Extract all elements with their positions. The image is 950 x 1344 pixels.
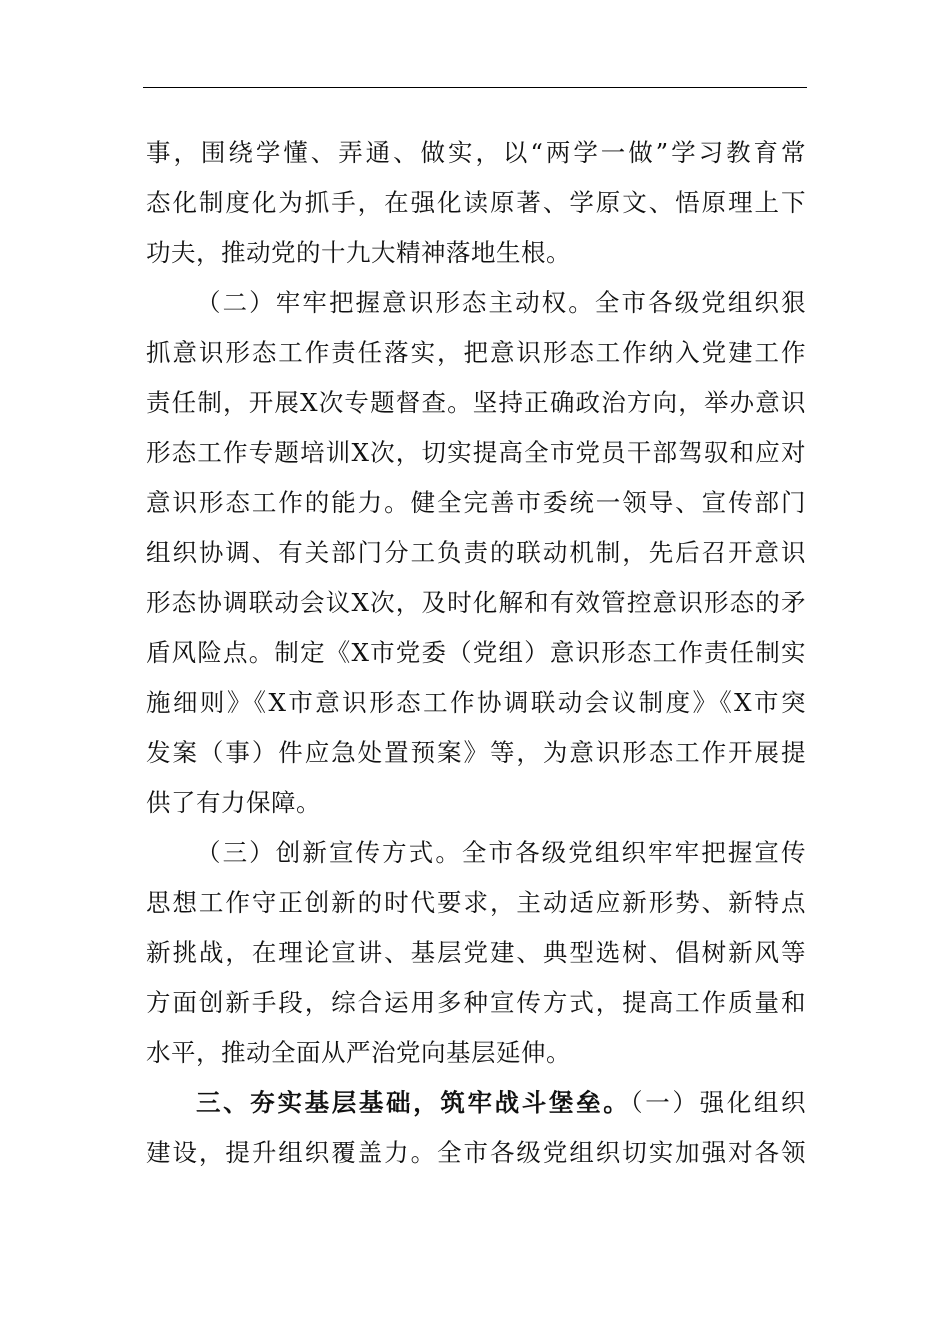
text-line: （三）创新宣传方式。全市各级党组织牢牢把握宣传 [196,838,806,867]
section-heading: 三、夯实基层基础，筑牢战斗堡垒。 [196,1088,631,1117]
text-line: 组织协调、有关部门分工负责的联动机制，先后召开意识 [146,538,806,567]
text-line: 施细则》《X市意识形态工作协调联动会议制度》《X市突 [146,688,806,717]
text-line: 新挑战，在理论宣讲、基层党建、典型选树、倡树新风等 [146,938,806,967]
text-line: 方面创新手段，综合运用多种宣传方式，提高工作质量和 [146,988,806,1017]
text-line: 抓意识形态工作责任落实，把意识形态工作纳入党建工作 [146,338,806,367]
text-line: （二）牢牢把握意识形态主动权。全市各级党组织狠 [196,288,806,317]
text-line: 思想工作守正创新的时代要求，主动适应新形势、新特点 [146,888,806,917]
text-line: 发案（事）件应急处置预案》等，为意识形态工作开展提 [146,738,806,767]
text-line: 建设，提升组织覆盖力。全市各级党组织切实加强对各领 [146,1138,806,1167]
text-line: 水平，推动全面从严治党向基层延伸。 [146,1038,571,1067]
text-line: 供了有力保障。 [146,788,321,817]
text-line: 盾风险点。制定《X市党委（党组）意识形态工作责任制实 [146,638,806,667]
text-line: 态化制度化为抓手，在强化读原著、学原文、悟原理上下 [146,188,806,217]
text-line: 形态工作专题培训X次，切实提高全市党员干部驾驭和应对 [146,438,806,467]
text-line: 事，围绕学懂、弄通、做实，以“两学一做”学习教育常 [146,138,806,167]
document-body [146,128,806,1178]
text-line: 功夫，推动党的十九大精神落地生根。 [146,238,571,267]
text-line: 意识形态工作的能力。健全完善市委统一领导、宣传部门 [146,488,806,517]
text-line: 责任制，开展X次专题督查。坚持正确政治方向，举办意识 [146,388,806,417]
header-rule [143,87,807,88]
text-span: （一）强化组织 [630,1088,807,1117]
text-line: 形态协调联动会议X次，及时化解和有效管控意识形态的矛 [146,588,806,617]
section-heading-line [146,1078,806,1128]
